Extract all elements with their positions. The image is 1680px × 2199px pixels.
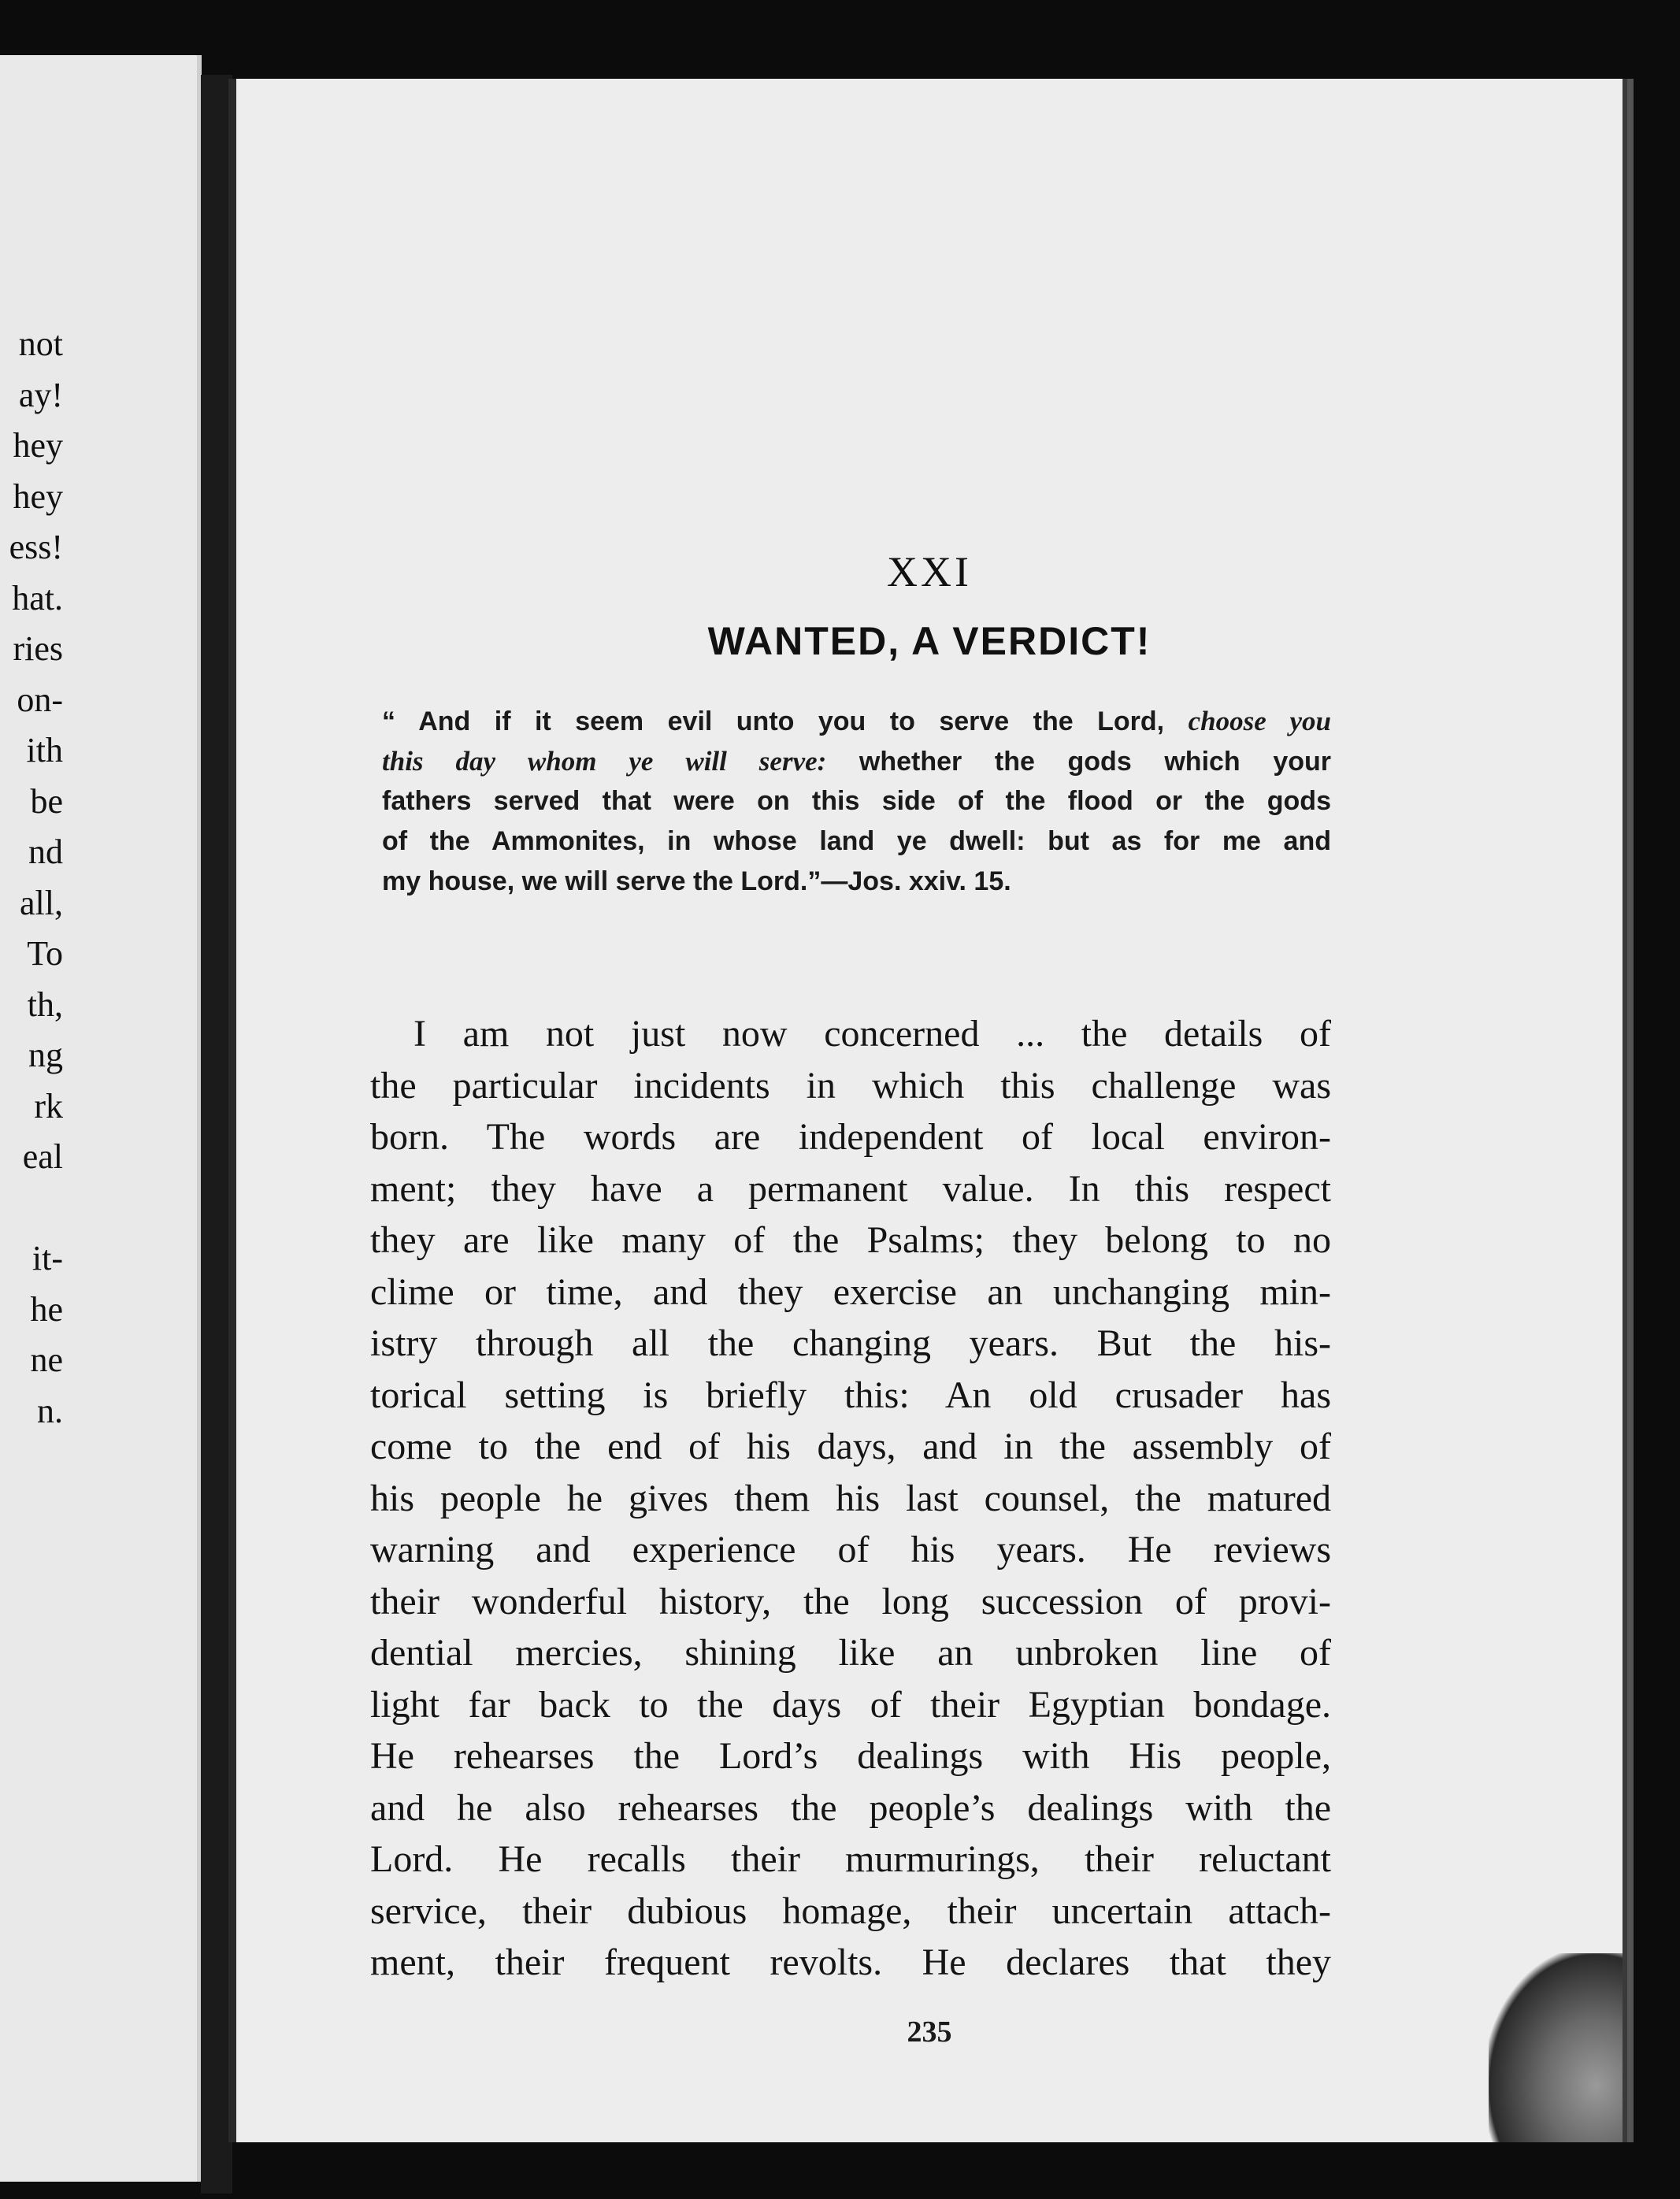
current-page [228,79,1627,2142]
previous-page [0,55,202,2182]
body-line: and he also rehearses the people’s dealings with the [370,1786,1331,1829]
epigraph-text: “ And if it seem evil unto you to serve the Lord, [382,706,1189,736]
chapter-number: XXI [887,548,972,595]
epigraph-line [382,781,1331,821]
previous-page-line: n. [37,1391,63,1430]
body-line: they are like many of the Psalms; they belong to no [370,1219,1331,1261]
epigraph-quote [382,701,1331,902]
previous-page-line: ess! [9,528,63,566]
body-line: ment; they have a permanent value. In this respect [370,1167,1331,1210]
body-line: light far back to the days of their Egyptian bondage. [370,1683,1331,1726]
body-line: I am not just now concerned ... the details of [414,1013,1331,1055]
body-line: his people he gives them his last counsel, the matured [370,1477,1331,1519]
body-line: Lord. He recalls their murmurings, their reluctant [370,1838,1331,1880]
epigraph-line [382,701,1331,741]
page-edge-wear [1489,1953,1623,2142]
body-line: ment, their frequent revolts. He declares that they [370,1941,1331,1983]
body-line: clime or time, and they exercise an unchanging min- [370,1270,1331,1313]
chapter-title: WANTED, A VERDICT! [707,619,1152,663]
previous-page-line: nd [28,833,63,871]
previous-page-line: be [30,781,63,821]
previous-page-line: ries [13,629,63,668]
body-line: dential mercies, shining like an unbroken line of [370,1632,1331,1674]
body-line: warning and experience of his years. He reviews [370,1529,1331,1570]
epigraph-text: fathers served that were on this side of the flood or the gods [382,786,1331,816]
epigraph-line [382,821,1331,862]
previous-page-line: not [18,324,63,363]
previous-page-line: eal [22,1137,63,1176]
epigraph-italic-text: choose you [1188,706,1331,736]
previous-page-line: it- [32,1239,63,1277]
previous-page-line: ay! [18,375,63,414]
previous-page-line: ith [26,731,63,769]
previous-page-line: on- [17,680,63,719]
epigraph-text: of the Ammonites, in whose land ye dwell: but as for me and [382,826,1331,856]
epigraph-line [382,862,1331,902]
previous-page-line [0,1183,197,1234]
body-line: service, their dubious homage, their uncertain attach- [370,1889,1331,1932]
previous-page-line: hat. [12,578,63,617]
body-line: come to the end of his days, and in the assembly of [370,1426,1331,1467]
epigraph-italic-text: this day whom ye will serve: [382,746,827,777]
previous-page-line: th, [27,985,63,1024]
previous-page-line: rk [34,1086,63,1125]
previous-page-line: ng [28,1036,63,1074]
page-number: 235 [907,2015,952,2049]
body-line: their wonderful history, the long succession of provi- [370,1580,1331,1622]
body-line: the particular incidents in which this challenge was [370,1064,1331,1107]
epigraph-text: whether the gods which your [826,747,1331,777]
body-line: istry through all the changing years. But the his- [370,1322,1331,1364]
previous-page-line: all, [20,883,63,922]
previous-page-text [0,319,197,1437]
epigraph-text: my house, we will serve the Lord.”—Jos. xxiv. 15. [382,866,1011,896]
body-line: He rehearses the Lord’s dealings with His people, [370,1735,1331,1777]
body-line: born. The words are independent of local environ- [370,1116,1331,1158]
previous-page-line: he [30,1289,63,1329]
previous-page-line: hey [13,477,63,516]
previous-page-line: To [27,934,63,973]
previous-page-line: ne [30,1341,63,1379]
epigraph-line [382,741,1331,781]
body-line: torical setting is briefly this: An old crusader has [370,1374,1331,1416]
body-paragraph [370,1008,1331,1989]
book-gutter [201,75,232,2193]
previous-page-line: hey [13,426,63,465]
